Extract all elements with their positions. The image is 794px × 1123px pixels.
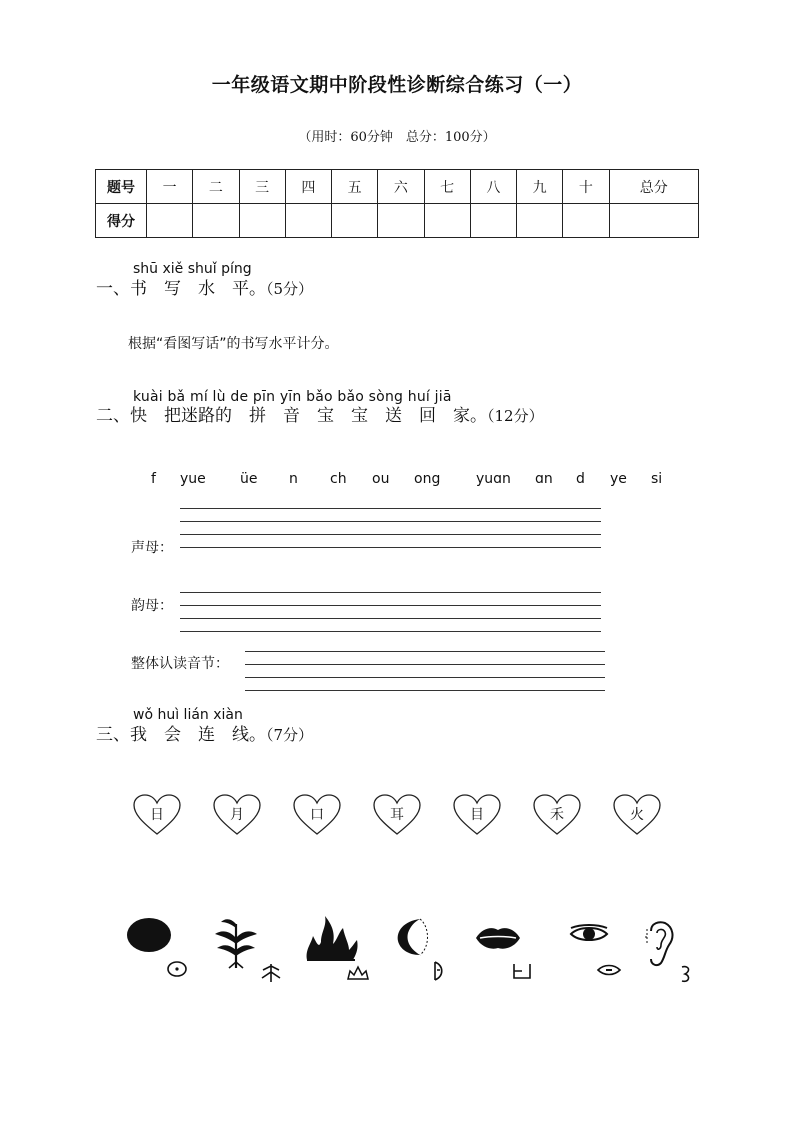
heart-character[interactable]: 日	[150, 807, 164, 823]
column-8: 八	[470, 170, 516, 204]
ear-ancient-glyph-icon	[679, 964, 693, 984]
section2-number: 二、	[96, 406, 130, 426]
pinyin-letter: üe	[240, 471, 258, 487]
initials-writing-line[interactable]	[180, 521, 601, 522]
finals-writing-line[interactable]	[180, 631, 601, 632]
initials-label: 声母：	[131, 540, 173, 556]
section2-title: 快 把迷路的 拼 音 宝 宝 送 回 家	[130, 406, 470, 426]
section1-period: 。	[249, 279, 266, 299]
pinyin-letter: f	[151, 471, 156, 487]
pinyin-letter: yue	[180, 471, 206, 487]
section3-points: （7分）	[266, 726, 314, 744]
question-number-label: 题号	[96, 170, 147, 204]
column-5: 五	[332, 170, 378, 204]
section2-pinyin: kuài bǎ mí lù de pīn yīn bǎo bǎo sòng huí jiā	[133, 389, 452, 405]
initials-writing-line[interactable]	[180, 534, 601, 535]
initials-writing-line[interactable]	[180, 508, 601, 509]
whole-syllable-writing-line[interactable]	[245, 677, 605, 678]
score-table-header-row	[96, 170, 699, 204]
column-1: 一	[147, 170, 193, 204]
whole-syllable-writing-line[interactable]	[245, 690, 605, 691]
score-label: 得分	[96, 204, 147, 238]
column-3: 三	[239, 170, 285, 204]
section3-period: 。	[249, 725, 266, 745]
column-2: 二	[193, 170, 239, 204]
finals-writing-line[interactable]	[180, 618, 601, 619]
grain-plant-picture[interactable]	[211, 916, 261, 970]
section1-points: （5分）	[266, 280, 314, 298]
fire-picture[interactable]	[303, 914, 359, 964]
column-total: 总分	[609, 170, 699, 204]
mouth-picture[interactable]	[474, 924, 522, 952]
score-cell[interactable]	[285, 204, 331, 238]
pinyin-letter: n	[289, 471, 298, 487]
section2-points: （12分）	[487, 407, 544, 425]
pinyin-letter: d	[576, 471, 585, 487]
score-cell[interactable]	[609, 204, 699, 238]
score-cell[interactable]	[332, 204, 378, 238]
column-4: 四	[285, 170, 331, 204]
section1-pinyin: shū xiě shuǐ píng	[133, 261, 252, 277]
heart-character[interactable]: 火	[630, 807, 644, 823]
section3-title: 我 会 连 线	[130, 725, 249, 745]
whole-syllable-label: 整体认读音节：	[131, 656, 229, 672]
whole-syllable-writing-line[interactable]	[245, 651, 605, 652]
score-cell[interactable]	[378, 204, 424, 238]
sun-ancient-glyph-icon	[166, 960, 188, 978]
section1-number: 一、	[96, 279, 130, 299]
pinyin-letter: si	[651, 471, 663, 487]
grain-ancient-glyph-icon	[259, 962, 283, 984]
mouth-ancient-glyph-icon	[511, 962, 533, 980]
finals-writing-line[interactable]	[180, 605, 601, 606]
heart-character[interactable]: 禾	[550, 807, 564, 823]
initials-writing-line[interactable]	[180, 547, 601, 548]
pinyin-letter: ye	[610, 471, 627, 487]
score-cell[interactable]	[424, 204, 470, 238]
sun-picture[interactable]	[125, 915, 175, 955]
ear-picture[interactable]	[643, 919, 677, 967]
heart-character[interactable]: 月	[230, 807, 244, 823]
section2-heading	[96, 401, 544, 426]
column-9: 九	[517, 170, 563, 204]
section3-number: 三、	[96, 725, 130, 745]
section3-heading	[96, 720, 313, 745]
fire-ancient-glyph-icon	[346, 963, 370, 981]
column-7: 七	[424, 170, 470, 204]
heart-character[interactable]: 口	[310, 807, 324, 823]
column-10: 十	[563, 170, 609, 204]
score-cell[interactable]	[517, 204, 563, 238]
score-table	[95, 169, 699, 238]
time-and-score-info: （用时：60分钟 总分：100分）	[298, 130, 496, 145]
finals-label: 韵母：	[131, 598, 173, 614]
score-cell[interactable]	[193, 204, 239, 238]
heart-character[interactable]: 耳	[390, 807, 404, 823]
pinyin-letter: ch	[330, 471, 347, 487]
moon-picture[interactable]	[390, 917, 432, 957]
score-table-score-row	[96, 204, 699, 238]
score-cell[interactable]	[470, 204, 516, 238]
score-cell[interactable]	[147, 204, 193, 238]
moon-ancient-glyph-icon	[431, 960, 447, 982]
pinyin-letter: ou	[372, 471, 390, 487]
section1-instruction: 根据“看图写话”的书写水平计分。	[128, 336, 339, 352]
whole-syllable-writing-line[interactable]	[245, 664, 605, 665]
section3-pinyin: wǒ huì lián xiàn	[133, 707, 243, 723]
page-title: 一年级语文期中阶段性诊断综合练习（一）	[211, 74, 583, 96]
score-cell[interactable]	[563, 204, 609, 238]
score-cell[interactable]	[239, 204, 285, 238]
section2-period: 。	[470, 406, 487, 426]
eye-ancient-glyph-icon	[596, 963, 622, 977]
pinyin-letter: ong	[414, 471, 441, 487]
column-6: 六	[378, 170, 424, 204]
finals-writing-line[interactable]	[180, 592, 601, 593]
pinyin-letter: yuɑn	[476, 471, 511, 487]
section1-heading	[96, 274, 313, 299]
heart-character[interactable]: 目	[470, 807, 484, 823]
section1-title: 书 写 水 平	[130, 279, 249, 299]
pinyin-letter: ɑn	[535, 471, 553, 487]
eye-picture[interactable]	[569, 924, 609, 944]
